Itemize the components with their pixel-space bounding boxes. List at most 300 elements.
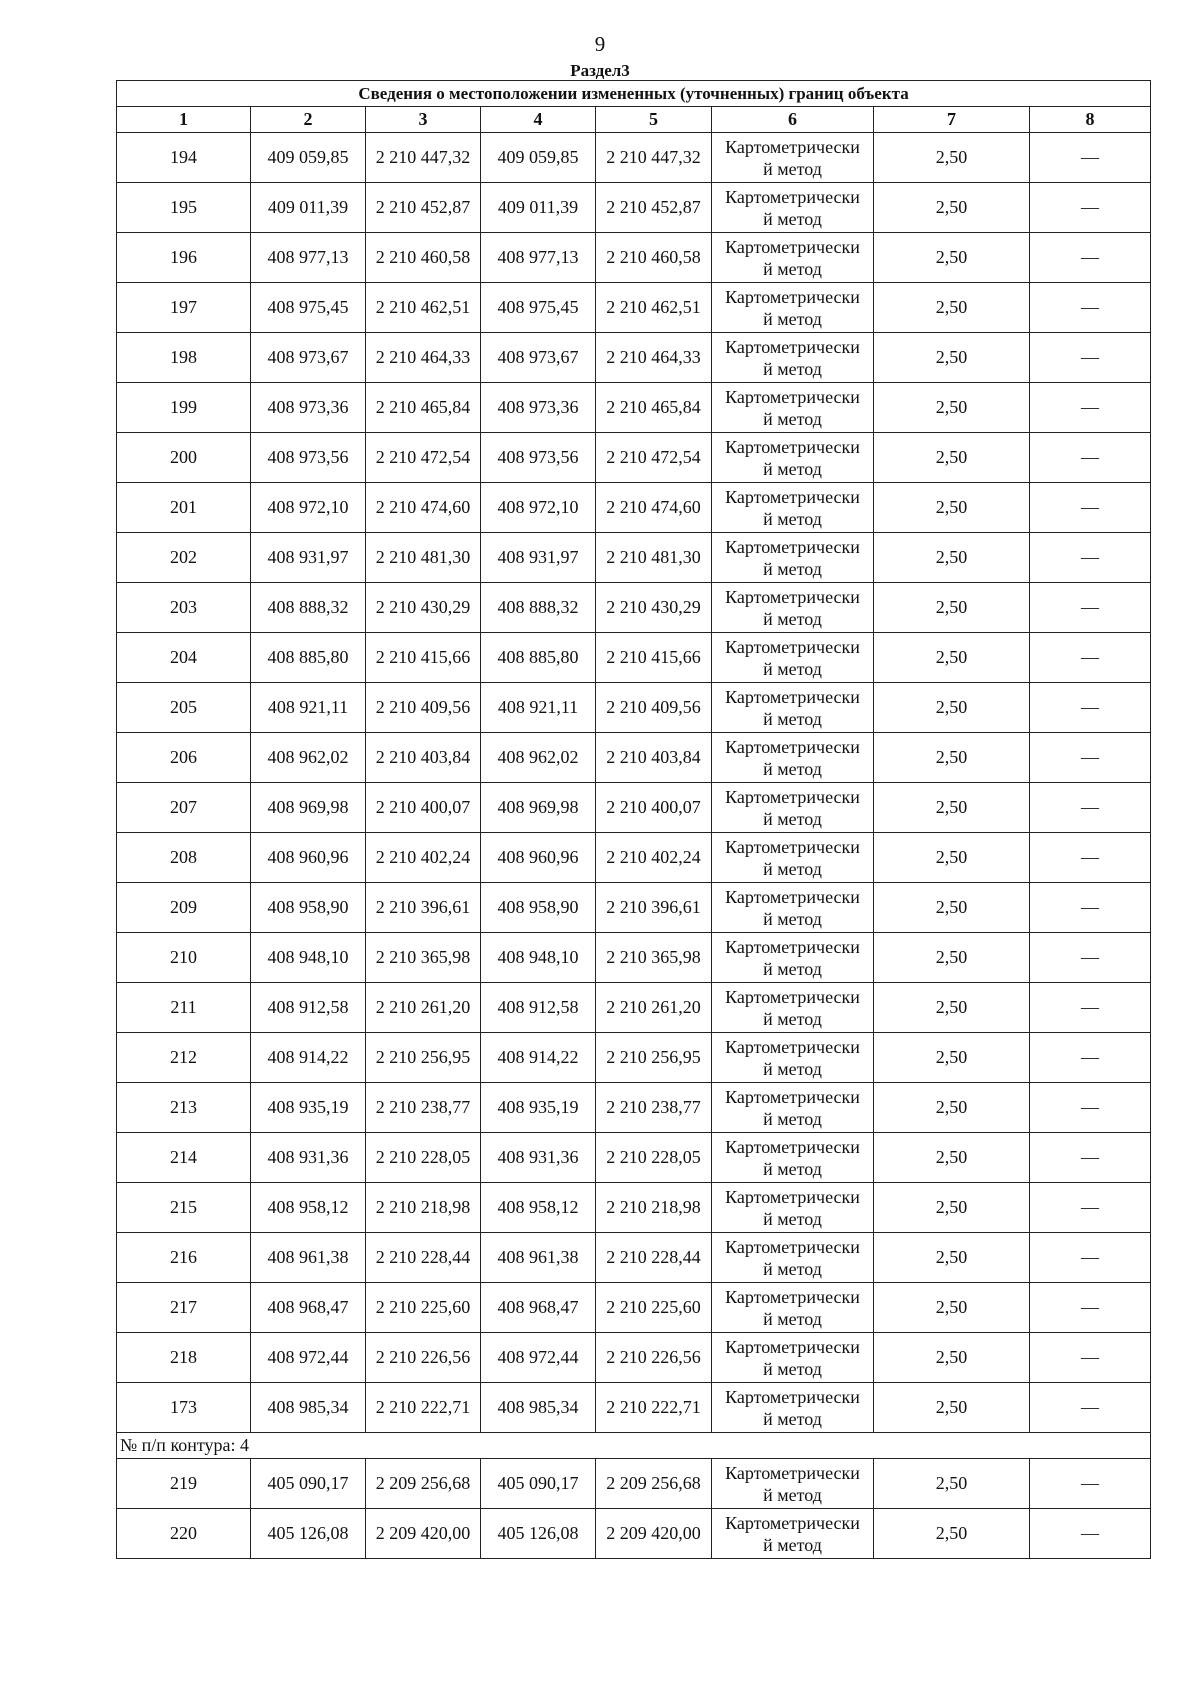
method-cell: [712, 1333, 874, 1383]
table-row: [117, 583, 1151, 633]
table-row: [117, 533, 1151, 583]
coordinate-cell: 2 210 402,24: [366, 833, 481, 883]
accuracy-cell: 2,50: [874, 983, 1030, 1033]
accuracy-cell: 2,50: [874, 1283, 1030, 1333]
coordinate-cell: 2 209 420,00: [596, 1509, 712, 1559]
coordinate-cell: 408 960,96: [481, 833, 596, 883]
method-text-line: Картометрически: [725, 1136, 860, 1157]
method-text-line: й метод: [763, 558, 822, 579]
table-caption: Сведения о местоположении измененных (уточненных) границ объекта: [117, 81, 1151, 107]
description-cell: —: [1030, 883, 1151, 933]
coordinate-cell: 408 912,58: [481, 983, 596, 1033]
method-text-line: Картометрически: [725, 1386, 860, 1407]
point-number-cell: 197: [117, 283, 251, 333]
description-cell: —: [1030, 133, 1151, 183]
accuracy-cell: 2,50: [874, 383, 1030, 433]
point-number-cell: 212: [117, 1033, 251, 1083]
method-text-line: й метод: [763, 958, 822, 979]
method-text-line: Картометрически: [725, 586, 860, 607]
accuracy-cell: 2,50: [874, 333, 1030, 383]
description-cell: —: [1030, 283, 1151, 333]
method-text-line: Картометрически: [725, 636, 860, 657]
coordinate-cell: 408 960,96: [251, 833, 366, 883]
point-number-cell: 218: [117, 1333, 251, 1383]
coordinate-cell: 2 210 462,51: [366, 283, 481, 333]
coordinate-cell: 2 210 402,24: [596, 833, 712, 883]
table-row: [117, 1283, 1151, 1333]
description-cell: —: [1030, 783, 1151, 833]
coordinate-cell: 2 210 365,98: [596, 933, 712, 983]
accuracy-cell: 2,50: [874, 233, 1030, 283]
table-row: [117, 383, 1151, 433]
method-text-line: Картометрически: [725, 1236, 860, 1257]
point-number-cell: 208: [117, 833, 251, 883]
coordinate-cell: 2 210 415,66: [366, 633, 481, 683]
coordinate-cell: 408 972,44: [251, 1333, 366, 1383]
coordinate-cell: 2 210 400,07: [366, 783, 481, 833]
method-text-line: Картометрически: [725, 436, 860, 457]
method-text-line: Картометрически: [725, 536, 860, 557]
point-number-cell: 195: [117, 183, 251, 233]
accuracy-cell: 2,50: [874, 883, 1030, 933]
description-cell: —: [1030, 1033, 1151, 1083]
method-cell: [712, 233, 874, 283]
table-row: [117, 633, 1151, 683]
description-cell: —: [1030, 833, 1151, 883]
method-text-line: Картометрически: [725, 1462, 860, 1483]
coordinate-cell: 2 210 452,87: [366, 183, 481, 233]
method-cell: [712, 1383, 874, 1433]
point-number-cell: 216: [117, 1233, 251, 1283]
page-number: 9: [594, 32, 606, 56]
contour-row: [117, 1433, 1151, 1459]
coordinate-cell: 2 210 464,33: [366, 333, 481, 383]
coordinate-cell: 408 972,10: [251, 483, 366, 533]
method-text-line: й метод: [763, 1258, 822, 1279]
coordinate-cell: 405 126,08: [251, 1509, 366, 1559]
description-cell: —: [1030, 983, 1151, 1033]
accuracy-cell: 2,50: [874, 283, 1030, 333]
point-number-cell: 215: [117, 1183, 251, 1233]
method-text-line: й метод: [763, 758, 822, 779]
method-text-line: Картометрически: [725, 736, 860, 757]
point-number-cell: 196: [117, 233, 251, 283]
method-text-line: й метод: [763, 858, 822, 879]
description-cell: —: [1030, 233, 1151, 283]
column-header: 1: [117, 107, 251, 133]
accuracy-cell: 2,50: [874, 783, 1030, 833]
coordinate-cell: 408 912,58: [251, 983, 366, 1033]
coordinate-cell: 408 931,36: [481, 1133, 596, 1183]
coordinate-cell: 2 210 228,05: [596, 1133, 712, 1183]
table-row: [117, 333, 1151, 383]
method-text-line: й метод: [763, 908, 822, 929]
accuracy-cell: 2,50: [874, 533, 1030, 583]
column-header-row: [117, 107, 1151, 133]
method-text-line: Картометрически: [725, 336, 860, 357]
coordinate-cell: 408 931,97: [481, 533, 596, 583]
table-row: [117, 183, 1151, 233]
coordinate-cell: 408 888,32: [481, 583, 596, 633]
coordinate-cell: 2 210 238,77: [596, 1083, 712, 1133]
coordinate-cell: 408 962,02: [481, 733, 596, 783]
method-cell: [712, 333, 874, 383]
coordinate-cell: 408 968,47: [481, 1283, 596, 1333]
coordinate-cell: 408 973,67: [481, 333, 596, 383]
table-row: [117, 783, 1151, 833]
description-cell: —: [1030, 683, 1151, 733]
point-number-cell: 213: [117, 1083, 251, 1133]
coordinate-cell: 2 210 415,66: [596, 633, 712, 683]
coordinate-cell: 2 210 222,71: [366, 1383, 481, 1433]
method-cell: [712, 1283, 874, 1333]
description-cell: —: [1030, 933, 1151, 983]
method-text-line: й метод: [763, 458, 822, 479]
accuracy-cell: 2,50: [874, 1333, 1030, 1383]
method-cell: [712, 1183, 874, 1233]
point-number-cell: 217: [117, 1283, 251, 1333]
accuracy-cell: 2,50: [874, 133, 1030, 183]
coordinate-cell: 409 011,39: [251, 183, 366, 233]
coordinate-cell: 2 210 409,56: [596, 683, 712, 733]
coordinate-cell: 408 921,11: [251, 683, 366, 733]
method-cell: [712, 783, 874, 833]
coordinate-cell: 2 210 430,29: [596, 583, 712, 633]
table-row: [117, 283, 1151, 333]
coordinate-cell: 408 973,67: [251, 333, 366, 383]
method-cell: [712, 683, 874, 733]
coordinate-cell: 2 210 228,05: [366, 1133, 481, 1183]
coordinate-cell: 408 973,36: [481, 383, 596, 433]
method-text-line: Картометрически: [725, 286, 860, 307]
section-title: Раздел3: [570, 61, 630, 80]
coordinate-cell: 408 985,34: [481, 1383, 596, 1433]
description-cell: —: [1030, 1233, 1151, 1283]
description-cell: —: [1030, 483, 1151, 533]
method-cell: [712, 1233, 874, 1283]
table-row: [117, 433, 1151, 483]
coordinate-cell: 409 059,85: [251, 133, 366, 183]
accuracy-cell: 2,50: [874, 1459, 1030, 1509]
coordinate-cell: 408 935,19: [251, 1083, 366, 1133]
description-cell: —: [1030, 633, 1151, 683]
coordinate-cell: 2 210 228,44: [596, 1233, 712, 1283]
table-row: [117, 683, 1151, 733]
point-number-cell: 205: [117, 683, 251, 733]
coordinate-cell: 2 210 226,56: [596, 1333, 712, 1383]
method-text-line: Картометрически: [725, 386, 860, 407]
point-number-cell: 220: [117, 1509, 251, 1559]
accuracy-cell: 2,50: [874, 1033, 1030, 1083]
description-cell: —: [1030, 733, 1151, 783]
method-cell: [712, 983, 874, 1033]
method-text-line: Картометрически: [725, 136, 860, 157]
method-cell: [712, 883, 874, 933]
table-row: [117, 833, 1151, 883]
coordinate-cell: 2 210 465,84: [366, 383, 481, 433]
coordinate-cell: 2 209 420,00: [366, 1509, 481, 1559]
method-text-line: й метод: [763, 258, 822, 279]
coordinate-cell: 408 973,56: [481, 433, 596, 483]
coordinate-cell: 2 210 222,71: [596, 1383, 712, 1433]
point-number-cell: 214: [117, 1133, 251, 1183]
column-header: 2: [251, 107, 366, 133]
coordinate-cell: 408 969,98: [481, 783, 596, 833]
coordinate-cell: 2 210 261,20: [596, 983, 712, 1033]
description-cell: —: [1030, 1083, 1151, 1133]
table-row: [117, 733, 1151, 783]
point-number-cell: 200: [117, 433, 251, 483]
coordinate-cell: 2 210 460,58: [596, 233, 712, 283]
coordinate-cell: 405 090,17: [251, 1459, 366, 1509]
description-cell: —: [1030, 183, 1151, 233]
method-cell: [712, 483, 874, 533]
description-cell: —: [1030, 1133, 1151, 1183]
accuracy-cell: 2,50: [874, 1083, 1030, 1133]
method-cell: [712, 833, 874, 883]
coordinate-cell: 408 948,10: [481, 933, 596, 983]
coordinate-cell: 2 210 256,95: [366, 1033, 481, 1083]
coordinate-cell: 2 210 396,61: [596, 883, 712, 933]
accuracy-cell: 2,50: [874, 583, 1030, 633]
column-header: 7: [874, 107, 1030, 133]
coordinate-cell: 2 210 400,07: [596, 783, 712, 833]
coordinate-cell: 2 210 218,98: [596, 1183, 712, 1233]
coordinate-cell: 408 948,10: [251, 933, 366, 983]
coordinate-cell: 409 011,39: [481, 183, 596, 233]
method-text-line: Картометрически: [725, 1286, 860, 1307]
table-caption-row: [117, 81, 1151, 107]
method-text-line: Картометрически: [725, 1036, 860, 1057]
method-text-line: й метод: [763, 1058, 822, 1079]
coordinate-cell: 408 958,12: [481, 1183, 596, 1233]
coordinate-cell: 2 210 447,32: [596, 133, 712, 183]
contour-label: № п/п контура: 4: [117, 1433, 1151, 1459]
column-header: 5: [596, 107, 712, 133]
table-row: [117, 933, 1151, 983]
accuracy-cell: 2,50: [874, 933, 1030, 983]
table-row: [117, 883, 1151, 933]
point-number-cell: 210: [117, 933, 251, 983]
point-number-cell: 201: [117, 483, 251, 533]
point-number-cell: 204: [117, 633, 251, 683]
method-text-line: й метод: [763, 1484, 822, 1505]
method-cell: [712, 383, 874, 433]
accuracy-cell: 2,50: [874, 1509, 1030, 1559]
method-text-line: й метод: [763, 658, 822, 679]
method-cell: [712, 433, 874, 483]
column-header: 6: [712, 107, 874, 133]
description-cell: —: [1030, 333, 1151, 383]
coordinate-cell: 408 914,22: [481, 1033, 596, 1083]
method-text-line: Картометрически: [725, 986, 860, 1007]
accuracy-cell: 2,50: [874, 733, 1030, 783]
method-text-line: Картометрически: [725, 186, 860, 207]
method-cell: [712, 1033, 874, 1083]
coordinate-cell: 408 885,80: [481, 633, 596, 683]
coordinate-cell: 408 975,45: [251, 283, 366, 333]
coordinate-cell: 2 210 465,84: [596, 383, 712, 433]
coordinate-cell: 408 885,80: [251, 633, 366, 683]
table-row: [117, 983, 1151, 1033]
table-row: [117, 1033, 1151, 1083]
description-cell: —: [1030, 383, 1151, 433]
coordinate-cell: 2 210 256,95: [596, 1033, 712, 1083]
method-text-line: Картометрически: [725, 936, 860, 957]
coordinate-cell: 408 972,44: [481, 1333, 596, 1383]
column-header: 8: [1030, 107, 1151, 133]
table-row: [117, 1333, 1151, 1383]
method-cell: [712, 633, 874, 683]
coordinate-cell: 408 962,02: [251, 733, 366, 783]
coordinate-cell: 2 210 403,84: [596, 733, 712, 783]
method-text-line: й метод: [763, 1158, 822, 1179]
method-text-line: й метод: [763, 1108, 822, 1129]
table-row: [117, 1083, 1151, 1133]
coordinate-cell: 408 935,19: [481, 1083, 596, 1133]
coordinate-cell: 408 958,90: [251, 883, 366, 933]
point-number-cell: 203: [117, 583, 251, 633]
point-number-cell: 211: [117, 983, 251, 1033]
coordinate-cell: 2 210 474,60: [366, 483, 481, 533]
point-number-cell: 173: [117, 1383, 251, 1433]
method-text-line: й метод: [763, 708, 822, 729]
accuracy-cell: 2,50: [874, 1383, 1030, 1433]
table-row: [117, 1383, 1151, 1433]
method-text-line: й метод: [763, 1358, 822, 1379]
accuracy-cell: 2,50: [874, 433, 1030, 483]
coordinate-cell: 2 210 481,30: [596, 533, 712, 583]
coordinate-cell: 408 977,13: [251, 233, 366, 283]
point-number-cell: 194: [117, 133, 251, 183]
point-number-cell: 202: [117, 533, 251, 583]
table-body: [117, 133, 1151, 1559]
coordinate-cell: 408 914,22: [251, 1033, 366, 1083]
coordinate-cell: 2 210 225,60: [366, 1283, 481, 1333]
table-row: [117, 233, 1151, 283]
method-text-line: Картометрически: [725, 1186, 860, 1207]
method-text-line: Картометрически: [725, 886, 860, 907]
description-cell: —: [1030, 1283, 1151, 1333]
coordinate-cell: 2 209 256,68: [366, 1459, 481, 1509]
method-text-line: Картометрически: [725, 686, 860, 707]
method-text-line: Картометрически: [725, 486, 860, 507]
method-cell: [712, 1459, 874, 1509]
coordinate-cell: 408 972,10: [481, 483, 596, 533]
point-number-cell: 207: [117, 783, 251, 833]
method-text-line: й метод: [763, 1308, 822, 1329]
coordinate-cell: 408 931,97: [251, 533, 366, 583]
coordinate-cell: 408 888,32: [251, 583, 366, 633]
method-text-line: й метод: [763, 308, 822, 329]
coordinate-cell: 408 973,36: [251, 383, 366, 433]
coordinate-cell: 405 090,17: [481, 1459, 596, 1509]
coordinate-cell: 408 977,13: [481, 233, 596, 283]
accuracy-cell: 2,50: [874, 683, 1030, 733]
boundary-coordinates-table: [116, 80, 1151, 1559]
table-row: [117, 1459, 1151, 1509]
coordinate-cell: 2 210 447,32: [366, 133, 481, 183]
coordinate-cell: 2 210 238,77: [366, 1083, 481, 1133]
method-cell: [712, 1083, 874, 1133]
coordinate-cell: 2 210 218,98: [366, 1183, 481, 1233]
coordinate-cell: 2 210 472,54: [366, 433, 481, 483]
method-text-line: Картометрически: [725, 1512, 860, 1533]
method-text-line: й метод: [763, 1208, 822, 1229]
column-header: 3: [366, 107, 481, 133]
coordinate-cell: 408 961,38: [251, 1233, 366, 1283]
method-text-line: Картометрически: [725, 786, 860, 807]
coordinate-cell: 408 973,56: [251, 433, 366, 483]
column-header: 4: [481, 107, 596, 133]
coordinate-cell: 405 126,08: [481, 1509, 596, 1559]
method-text-line: й метод: [763, 808, 822, 829]
description-cell: —: [1030, 1509, 1151, 1559]
method-cell: [712, 1509, 874, 1559]
description-cell: —: [1030, 1183, 1151, 1233]
point-number-cell: 209: [117, 883, 251, 933]
method-text-line: й метод: [763, 208, 822, 229]
coordinate-cell: 2 210 464,33: [596, 333, 712, 383]
coordinate-cell: 409 059,85: [481, 133, 596, 183]
coordinate-cell: 408 985,34: [251, 1383, 366, 1433]
coordinate-cell: 2 210 472,54: [596, 433, 712, 483]
coordinate-cell: 408 968,47: [251, 1283, 366, 1333]
description-cell: —: [1030, 1333, 1151, 1383]
table-row: [117, 1509, 1151, 1559]
table-row: [117, 483, 1151, 533]
description-cell: —: [1030, 583, 1151, 633]
coordinate-cell: 408 958,90: [481, 883, 596, 933]
method-text-line: й метод: [763, 508, 822, 529]
method-cell: [712, 133, 874, 183]
table-row: [117, 1233, 1151, 1283]
coordinate-cell: 2 210 481,30: [366, 533, 481, 583]
coordinate-cell: 408 931,36: [251, 1133, 366, 1183]
method-text-line: й метод: [763, 1008, 822, 1029]
coordinate-cell: 2 210 403,84: [366, 733, 481, 783]
coordinate-cell: 408 975,45: [481, 283, 596, 333]
method-text-line: Картометрически: [725, 1086, 860, 1107]
method-text-line: й метод: [763, 608, 822, 629]
coordinate-cell: 2 210 409,56: [366, 683, 481, 733]
method-cell: [712, 1133, 874, 1183]
coordinate-cell: 408 969,98: [251, 783, 366, 833]
method-text-line: й метод: [763, 1534, 822, 1555]
point-number-cell: 219: [117, 1459, 251, 1509]
method-cell: [712, 183, 874, 233]
accuracy-cell: 2,50: [874, 183, 1030, 233]
description-cell: —: [1030, 1459, 1151, 1509]
method-cell: [712, 283, 874, 333]
method-cell: [712, 733, 874, 783]
coordinate-cell: 2 210 452,87: [596, 183, 712, 233]
coordinate-cell: 2 210 261,20: [366, 983, 481, 1033]
method-cell: [712, 533, 874, 583]
point-number-cell: 206: [117, 733, 251, 783]
method-cell: [712, 933, 874, 983]
coordinate-cell: 2 209 256,68: [596, 1459, 712, 1509]
coordinate-cell: 2 210 430,29: [366, 583, 481, 633]
method-text-line: Картометрически: [725, 236, 860, 257]
method-text-line: й метод: [763, 158, 822, 179]
accuracy-cell: 2,50: [874, 1233, 1030, 1283]
description-cell: —: [1030, 1383, 1151, 1433]
table-row: [117, 1133, 1151, 1183]
method-text-line: й метод: [763, 358, 822, 379]
description-cell: —: [1030, 533, 1151, 583]
method-text-line: Картометрически: [725, 836, 860, 857]
